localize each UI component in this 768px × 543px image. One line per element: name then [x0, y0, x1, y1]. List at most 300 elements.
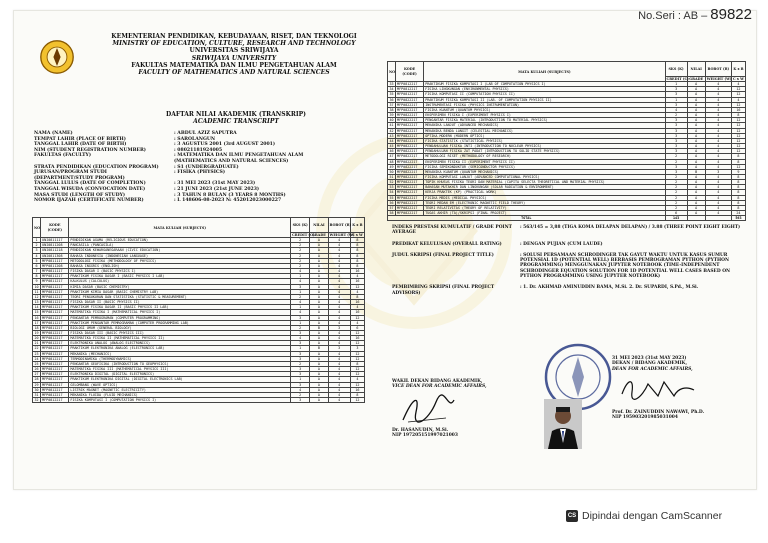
- col-kxb: K x B: [350, 218, 364, 233]
- course-cxw: 12: [350, 284, 364, 289]
- course-grade: A: [687, 107, 705, 112]
- course-code: MFP0812217: [41, 387, 69, 392]
- course-name: FISIKA MEDIS (MEDICAL PHYSICS): [424, 195, 665, 200]
- course-name: MATEMATIKA FISIKA II (MATHEMATICAL PHYSICS II): [69, 336, 291, 341]
- course-grade: A: [687, 205, 705, 210]
- course-no: 38: [389, 107, 394, 112]
- course-weight: 4: [328, 361, 350, 366]
- vice-dean-title-en: VICE DEAN FOR ACADEMIC AFFAIRS,: [392, 384, 487, 390]
- course-code: MFP0812217: [41, 392, 69, 397]
- course-code: MFP0812217: [41, 377, 69, 382]
- course-credit: 2: [665, 200, 687, 205]
- course-no: 23: [34, 351, 39, 356]
- course-weight: 4: [328, 305, 350, 310]
- course-cxw: 12: [731, 87, 745, 92]
- dean-title: DEKAN / BIDANG AKADEMIK,: [612, 361, 688, 367]
- course-name: METODOLOGI RISET (METHODOLOGY OF RESEARCH): [424, 154, 665, 159]
- course-cxw: 9: [731, 169, 745, 174]
- course-no: 15: [34, 310, 39, 315]
- course-credit: 3: [665, 138, 687, 143]
- university-name: UNIVERSITAS SRIWIJAYA: [189, 47, 279, 55]
- course-name: FISIKA KOMPUTASI LANJUT (ADVANCED COMPUTATIONAL PHYSICS): [424, 174, 665, 179]
- course-weight: 3: [328, 325, 350, 330]
- course-name: ELEKTRONIKA DIGITAL (DIGITAL ELECTRONICS): [69, 372, 291, 377]
- course-weight: 4: [705, 97, 731, 102]
- student-photo: [544, 399, 582, 449]
- course-credit: 4: [291, 300, 310, 305]
- course-credit: 3: [665, 133, 687, 138]
- course-code: MFP0812217: [41, 356, 69, 361]
- total-credit: 143: [665, 216, 687, 221]
- course-grade: A: [687, 123, 705, 128]
- course-no: 11: [34, 289, 39, 294]
- course-credit: 4: [665, 107, 687, 112]
- title-en: ACADEMIC TRANSCRIPT: [193, 118, 279, 125]
- course-name: PANCASILA (PANCASILA): [69, 243, 291, 248]
- signing-date: 31 MEI 2023 (31st MAY 2023): [612, 356, 687, 361]
- course-weight: 4: [328, 279, 350, 284]
- course-name: MATEMATIKA FISIKA I (MATHEMATICAL PHYSICS I): [69, 310, 291, 315]
- course-grade: A: [310, 315, 328, 320]
- course-code: MFP0811217: [41, 289, 69, 294]
- course-no: 20: [34, 336, 39, 341]
- course-name: TOPIK KHUSUS FISIKA TEORI DAN MATERIAL (CAPITA SELECTA THEORETICAL AND MATERIAL PHYSICS): [424, 180, 665, 185]
- course-cxw: 12: [350, 382, 364, 387]
- course-code: MFP0812217: [41, 361, 69, 366]
- course-no: 37: [389, 102, 394, 107]
- course-credit: 3: [291, 315, 310, 320]
- col-course: MATA KULIAH (SUBJECTS): [424, 62, 665, 82]
- course-code: MFP0822217: [396, 144, 424, 149]
- course-weight: 4: [705, 164, 731, 169]
- course-grade: A: [310, 341, 328, 346]
- course-weight: 4: [328, 258, 350, 263]
- course-cxw: 12: [731, 133, 745, 138]
- course-cxw: 8: [350, 258, 364, 263]
- course-name: FISIKA KOMPUTASI II (COMPUTATION PHYSICS II): [424, 92, 665, 97]
- camscanner-icon: CS: [566, 510, 578, 522]
- course-name: PRAKTIKUM ELEKTRONIKA DIGITAL (DIGITAL ELECTRONICS LAB): [69, 377, 291, 382]
- course-no: 40: [389, 118, 394, 123]
- col-nilai: NILAI: [687, 62, 705, 77]
- course-weight: 4: [705, 180, 731, 185]
- student-info-value: : S1 (UNDERGRADUATE): [174, 164, 239, 170]
- course-cxw: 3: [350, 346, 364, 351]
- course-grade: A: [687, 195, 705, 200]
- course-weight: 4: [705, 149, 731, 154]
- course-grade: B: [310, 325, 328, 330]
- course-name: PENGANTAR FISIKA MATERIAL (INTRODUCTION TO MATERIAL PHYSICS): [424, 118, 665, 123]
- course-code: MFP0811217: [41, 300, 69, 305]
- col-code: KODE (CODE): [396, 62, 424, 82]
- course-credit: 4: [291, 387, 310, 392]
- course-credit: 2: [291, 248, 310, 253]
- course-credit: 3: [665, 87, 687, 92]
- course-weight: 4: [328, 351, 350, 356]
- course-code: MFP0822217: [396, 200, 424, 205]
- course-cxw: 8: [731, 159, 745, 164]
- course-weight: 4: [705, 128, 731, 133]
- vice-dean-signature-block: [392, 379, 487, 438]
- course-cxw: 8: [350, 243, 364, 248]
- course-grade: A: [687, 159, 705, 164]
- course-name: OPTIKA MODERN (MODERN OPTICS): [424, 133, 665, 138]
- course-name: KALKULUS (CALCULUS): [69, 279, 291, 284]
- course-no: 54: [389, 190, 394, 195]
- course-grade: A: [310, 372, 328, 377]
- course-weight: 4: [705, 102, 731, 107]
- student-info-value: : 08021181924005: [174, 147, 223, 153]
- course-name: EKSPERIMEN FISIKA II (EXPERIMENT PHYSICS II): [424, 159, 665, 164]
- course-cxw: 8: [350, 238, 364, 243]
- course-cxw: 8: [350, 263, 364, 268]
- course-credit: 3: [291, 341, 310, 346]
- course-no: 35: [389, 92, 394, 97]
- course-grade: A: [310, 253, 328, 258]
- course-cxw: 12: [350, 398, 364, 403]
- dean-nip: NIP 195903201985031004: [612, 415, 678, 421]
- course-grade: A: [687, 164, 705, 169]
- course-no: 4: [33, 253, 41, 258]
- course-credit: 3: [291, 382, 310, 387]
- course-cxw: 12: [350, 356, 364, 361]
- course-grade: B: [310, 346, 328, 351]
- course-name: LISTRIK MAGNET (MAGNETIC ELECTRICITY): [69, 387, 291, 392]
- course-grade: A: [687, 97, 705, 102]
- course-code: MFP0822217: [396, 159, 424, 164]
- course-no: 44: [389, 138, 394, 143]
- course-code: MFP0812217: [41, 382, 69, 387]
- course-cxw: 12: [350, 315, 364, 320]
- course-weight: 4: [705, 123, 731, 128]
- course-grade: A: [687, 185, 705, 190]
- course-name: KERJA PRAKTEK (KP) (PRACTICAL WORK): [424, 190, 665, 195]
- student-info-label: NIM (STUDENT REGISTRATION NUMBER): [34, 147, 146, 153]
- summary-row: [392, 242, 752, 247]
- course-no: 51: [389, 174, 394, 179]
- course-grade: A: [687, 154, 705, 159]
- course-cxw: 8: [350, 294, 364, 299]
- summary-label: PREDIKAT KELULUSAN (OVERALL RATING): [392, 241, 502, 247]
- course-weight: 4: [705, 113, 731, 118]
- course-grade: A: [310, 367, 328, 372]
- course-weight: 4: [328, 294, 350, 299]
- ministry-name-en: MINISTRY OF EDUCATION, CULTURE, RESEARCH AND TECHNOLOGY: [112, 40, 356, 48]
- course-no: 26: [34, 367, 39, 372]
- course-code: MFP0822217: [396, 149, 424, 154]
- course-weight: 4: [328, 300, 350, 305]
- course-credit: 2: [291, 392, 310, 397]
- course-credit: 6: [665, 211, 687, 216]
- course-cxw: 12: [731, 118, 745, 123]
- course-credit: 3: [665, 169, 687, 174]
- course-no: 39: [389, 113, 394, 118]
- course-cxw: 12: [731, 123, 745, 128]
- course-credit: 3: [665, 149, 687, 154]
- course-no: 7: [33, 269, 41, 274]
- col-weight: WEIGHT (W): [329, 233, 355, 237]
- course-no: 56: [389, 200, 394, 205]
- course-name: FISIKA LINGKUNGAN (ENVIRONMENTAL PHYSICS): [424, 87, 665, 92]
- course-no: 42: [389, 128, 394, 133]
- course-code: MFP0822217: [396, 97, 424, 102]
- course-name: BAHASA INDONESIA (INDONESIAN LANGUAGE): [69, 253, 291, 258]
- course-cxw: 8: [731, 200, 745, 205]
- course-cxw: 4: [350, 305, 364, 310]
- course-grade: A: [687, 113, 705, 118]
- course-name: MEKANIKA KUANTUM (QUANTUM MECHANICS): [424, 169, 665, 174]
- course-cxw: 4: [731, 97, 745, 102]
- camscanner-watermark: [566, 510, 722, 522]
- course-name: TUGAS AKHIR (TA)/SKRIPSI (FINAL PROJECT): [424, 211, 665, 216]
- course-cxw: 12: [350, 330, 364, 335]
- course-cxw: 12: [731, 164, 745, 169]
- course-no: 53: [389, 185, 394, 190]
- course-cxw: 8: [731, 113, 745, 118]
- course-cxw: 16: [350, 300, 364, 305]
- course-code: MFP0822217: [396, 138, 424, 143]
- course-grade: A: [687, 118, 705, 123]
- course-cxw: 16: [350, 387, 364, 392]
- course-name: ELEKTRONIKA ANALOG (ANALOG ELECTRONICS): [69, 341, 291, 346]
- course-no: 43: [389, 133, 394, 138]
- student-info-label: TANGGAL LAHIR (DATE OF BIRTH): [34, 142, 127, 148]
- student-info-label: TEMPAT LAHIR (PLACE OF BIRTH): [34, 136, 126, 142]
- course-weight: 4: [705, 133, 731, 138]
- course-code: MFP0822217: [396, 169, 424, 174]
- course-grade: A: [687, 82, 705, 87]
- course-code: MFP0812217: [41, 336, 69, 341]
- course-name: BAHASAN MUTAKHIR DAN LINGKUNGAN (SOLAR RADIATION & ENVIRONMENT): [424, 185, 665, 190]
- summary-label: JUDUL SKRIPSI (FINAL PROJECT TITLE): [392, 252, 494, 258]
- course-cxw: 12: [350, 351, 364, 356]
- course-weight: 4: [705, 185, 731, 190]
- course-credit: 1: [291, 274, 310, 279]
- course-name: PENGANTAR GEOFISIKA (INTRODUCTION TO GEOPHYSICS): [69, 361, 291, 366]
- course-grade: A: [310, 377, 328, 382]
- course-code: MFP0822217: [396, 102, 424, 107]
- course-name: EKSPERIMEN FISIKA I (EXPERIMENT PHYSICS I): [424, 113, 665, 118]
- course-cxw: 6: [350, 325, 364, 330]
- course-grade: A: [310, 279, 328, 284]
- summary-label: INDEKS PRESTASI KUMULATIF / GRADE POINT AVERAGE: [392, 225, 512, 236]
- course-credit: 2: [291, 263, 310, 268]
- course-name: INSTRUMENTASI FISIKA (PHYSICS INSTRUMENTATION): [424, 102, 665, 107]
- course-no: 31: [34, 392, 39, 397]
- course-credit: 2: [665, 174, 687, 179]
- col-grade: GRADE: [310, 233, 328, 238]
- course-credit: 1: [665, 82, 687, 87]
- student-info-label: JURUSAN/PROGRAM STUDI: [34, 170, 107, 176]
- course-credit: 2: [665, 113, 687, 118]
- course-name: PRAKTIKUM FISIKA KOMPUTASI I (LAB OF COMPUTATION PHYSICS I): [424, 82, 665, 87]
- course-weight: 4: [705, 174, 731, 179]
- course-code: MFP0811217: [41, 310, 69, 315]
- course-cxw: 4: [350, 377, 364, 382]
- student-info-value: : FISIKA (PHYSICS): [174, 170, 226, 176]
- course-grade: A: [687, 190, 705, 195]
- course-cxw: 12: [731, 149, 745, 154]
- course-grade: A: [687, 174, 705, 179]
- faculty-name-en: FACULTY OF MATHEMATICS AND NATURAL SCIENCES: [138, 69, 330, 77]
- course-name: PENDIDIKAN AGAMA (RELIGIOUS EDUCATION): [69, 238, 291, 243]
- course-weight: 4: [705, 144, 731, 149]
- course-no: 28: [34, 377, 39, 382]
- course-grade: A: [687, 211, 705, 216]
- course-cxw: 8: [731, 195, 745, 200]
- summary-row: [392, 285, 752, 296]
- course-cxw: 8: [731, 190, 745, 195]
- course-credit: 1: [291, 346, 310, 351]
- course-credit: 3: [291, 372, 310, 377]
- course-credit: 3: [291, 367, 310, 372]
- course-weight: 4: [328, 284, 350, 289]
- student-info-label: (DEPARTMENT/STUDY PROGRAM): [34, 175, 125, 181]
- course-grade: A: [310, 361, 328, 366]
- student-info-label: NOMOR IJAZAH (CERTIFICATE NUMBER): [34, 198, 144, 204]
- graduation-summary: [392, 225, 752, 302]
- course-credit: 2: [291, 253, 310, 258]
- course-weight: 4: [328, 356, 350, 361]
- course-weight: 4: [328, 392, 350, 397]
- course-code: MFP0822217: [396, 133, 424, 138]
- course-credit: 3: [665, 118, 687, 123]
- course-name: PRAKTIKUM KIMIA DASAR (BASIC CHEMISTRY LAB): [69, 289, 291, 294]
- student-info-value: : 31 MEI 2023 (31st MAY 2023): [174, 181, 256, 187]
- course-no: 45: [389, 144, 394, 149]
- course-name: PRAKTIKUM ELEKTRONIKA ANALOG (ELECTRONICS LAB): [69, 346, 291, 351]
- course-grade: A: [687, 92, 705, 97]
- summary-row: [392, 253, 752, 279]
- course-name: GELOMBANG (WAVE OPTICS): [69, 382, 291, 387]
- course-code: MFP0811217: [41, 279, 69, 284]
- course-cxw: 16: [731, 107, 745, 112]
- course-credit: 3: [665, 123, 687, 128]
- course-code: MFP0822217: [396, 190, 424, 195]
- course-cxw: 8: [731, 180, 745, 185]
- course-weight: 4: [705, 118, 731, 123]
- course-no: 36: [389, 97, 394, 102]
- course-credit: 2: [665, 205, 687, 210]
- student-info-label: MASA STUDI (LENGTH OF STUDY): [34, 192, 126, 198]
- course-credit: 1: [291, 377, 310, 382]
- course-code: MFP0822217: [396, 180, 424, 185]
- course-weight: 4: [328, 336, 350, 341]
- course-code: MFP0822217: [396, 164, 424, 169]
- course-no: 33: [389, 82, 394, 87]
- course-name: FISIKA KUANTUM (QUANTUM PHYSICS): [424, 107, 665, 112]
- course-name: PRAKTIKUM FISIKA KOMPUTASI II (LAB. OF COMPUTATION PHYSICS II): [424, 97, 665, 102]
- course-credit: 1: [291, 289, 310, 294]
- serial-label: No.Seri : AB –: [638, 10, 711, 22]
- col-bobot: BOBOT (B): [705, 62, 731, 77]
- course-code: UNI0811218: [41, 248, 69, 253]
- course-weight: 4: [328, 377, 350, 382]
- course-code: MFP0822217: [396, 118, 424, 123]
- course-code: MFP0822217: [396, 195, 424, 200]
- student-info-value: : 3 TAHUN 8 BULAN (3 YEARS 8 MONTHS): [174, 192, 286, 198]
- course-weight: 4: [328, 367, 350, 372]
- course-no: 41: [389, 123, 394, 128]
- course-weight: 4: [705, 82, 731, 87]
- course-credit: 1: [665, 97, 687, 102]
- course-weight: 4: [705, 190, 731, 195]
- course-grade: A: [310, 263, 328, 268]
- course-credit: 4: [291, 269, 310, 274]
- course-weight: 4: [328, 341, 350, 346]
- vice-dean-name: Dr. HASANUDIN, M.Si.: [392, 427, 449, 433]
- course-credit: 3: [665, 102, 687, 107]
- course-grade: A: [310, 305, 328, 310]
- col-bobot: BOBOT (B): [328, 218, 350, 233]
- course-grade: A: [310, 243, 328, 248]
- course-code: MFP0812217: [41, 372, 69, 377]
- col-credit: CREDIT (C): [666, 77, 689, 81]
- course-name: PRAKTIKUM FISIKA DASAR I (BASIC PHYSICS I LAB): [69, 274, 291, 279]
- course-credit: 1: [291, 320, 310, 325]
- course-no: 1: [33, 238, 41, 243]
- course-grade: A: [310, 392, 328, 397]
- course-grade: A: [310, 310, 328, 315]
- course-credit: 4: [291, 336, 310, 341]
- course-grade: A: [310, 398, 328, 403]
- course-weight: 4: [328, 238, 350, 243]
- course-credit: 2: [665, 195, 687, 200]
- course-credit: 2: [665, 180, 687, 185]
- course-grade: A: [310, 387, 328, 392]
- course-cxw: 4: [350, 289, 364, 294]
- course-weight: 4: [328, 269, 350, 274]
- course-credit: 2: [665, 154, 687, 159]
- total-label: TOTAL: [388, 216, 666, 221]
- course-no: 48: [389, 159, 394, 164]
- course-no: 6: [33, 263, 41, 268]
- course-code: MFP0822217: [396, 211, 424, 216]
- course-weight: 4: [705, 138, 731, 143]
- student-info-value: : 3 AGUSTUS 2001 (3rd AUGUST 2001): [174, 142, 276, 148]
- course-grade: A: [687, 102, 705, 107]
- dean-signature-block: [612, 356, 704, 421]
- student-info-label: TANGGAL LULUS (DATE OF COMPLETION): [34, 181, 146, 187]
- course-credit: 3: [291, 398, 310, 403]
- course-code: MFP0822217: [396, 123, 424, 128]
- col-grade: GRADE: [687, 77, 705, 82]
- course-name: FISIKA DASAR I (BASIC PHYSICS I): [69, 269, 291, 274]
- course-no: 12: [34, 294, 39, 299]
- course-no: 30: [34, 387, 39, 392]
- course-weight: 4: [705, 87, 731, 92]
- col-sks: SKS (K): [291, 218, 310, 233]
- course-no: 50: [389, 169, 394, 174]
- course-name: MATEMATIKA FISIKA III (MATHEMATICAL PHYSICS III): [69, 367, 291, 372]
- summary-value: : SOLUSI PERSAMAAN SCHRODINGER TAK GAYUT WAKTU UNTUK KASUS SUMUR POTENSIAL 1D (POTENTIAL WELL) BERBASIS PEMROGRAMAN PYTHON (PYTHON PROGRAMMING) MENGGUNAKAN JUPYTER NOTEBOOK (TIME-INDEPENDENT SCHRODINGER EQUATION SOLUTION FOR 1D POTENTIAL WELL CASES BASED ON PYTHON PROGRAMMING USING JUPYTER NOTEBOOK): [520, 252, 731, 280]
- course-weight: 4: [328, 248, 350, 253]
- summary-value: : 563/145 = 3,88 (TIGA KOMA DELAPAN DELAPAN) / 3.88 (THREE POINT EIGHT EIGHT): [520, 225, 741, 230]
- course-name: PRAKTIKUM FISIKA DASAR II (BASIC PHYSICS II LAB): [69, 305, 291, 310]
- course-no: 22: [34, 346, 39, 351]
- course-code: MFP0811217: [41, 305, 69, 310]
- course-name: KIMIA DASAR (BASIC CHEMISTRY): [69, 284, 291, 289]
- grades-table-right: [387, 61, 746, 221]
- course-weight: 4: [328, 330, 350, 335]
- ministry-name: KEMENTERIAN PENDIDIKAN, KEBUDAYAAN, RISET, DAN TEKNOLOGI: [111, 33, 357, 40]
- title-id: DAFTAR NILAI AKADEMIK (TRANSKRIP): [166, 111, 306, 118]
- course-grade: A: [310, 382, 328, 387]
- faculty-name: FAKULTAS MATEMATIKA DAN ILMU PENGETAHUAN ALAM: [131, 61, 337, 69]
- student-info-row: [34, 198, 303, 204]
- course-weight: 4: [328, 320, 350, 325]
- student-info-label: TANGGAL WISUDA (CONVOCATION DATE): [34, 186, 146, 192]
